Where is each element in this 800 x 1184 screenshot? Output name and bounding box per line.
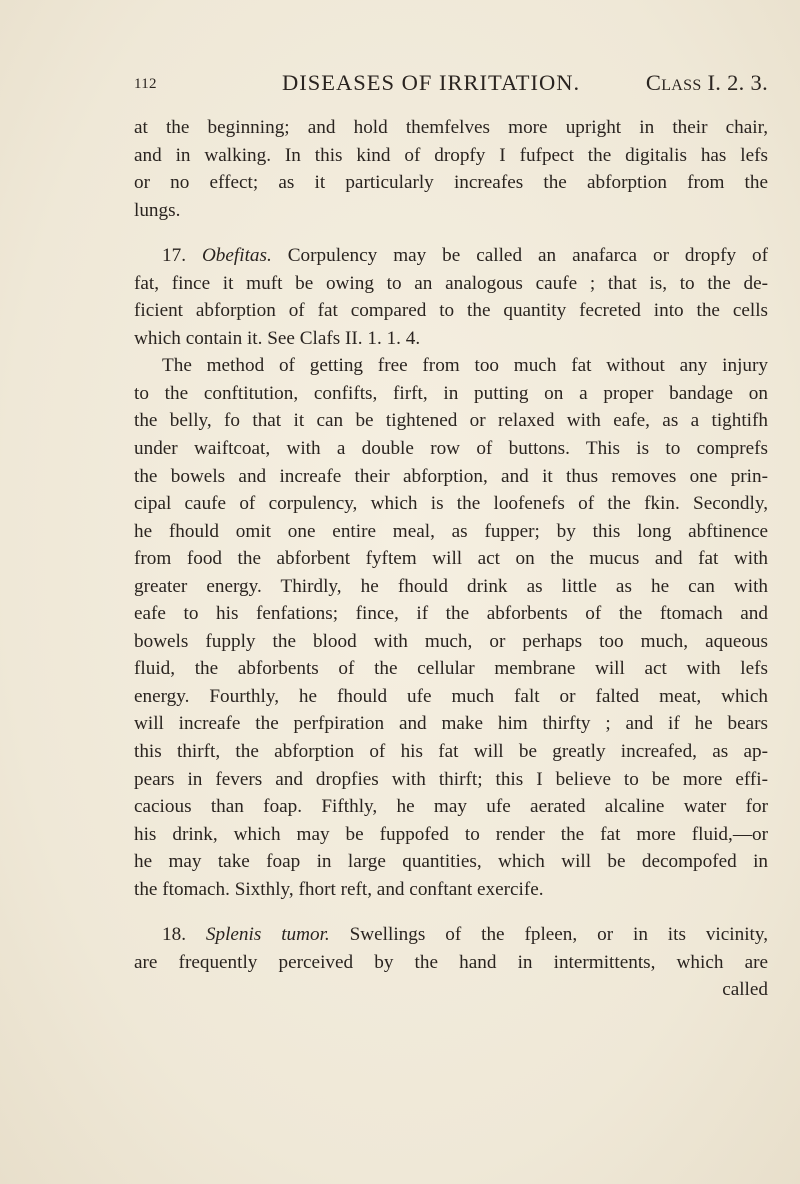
text-line: bowels fupply the blood with much, or perhaps too much, aqueous	[134, 630, 768, 652]
section-number: 18.	[162, 924, 186, 946]
page-number: 112	[134, 76, 157, 92]
text-line: cacious than foap. Fifthly, he may ufe aerated alcaline water for	[134, 796, 768, 818]
text-line: eafe to his fenfations; fince, if the abforbents of the ftomach and	[134, 603, 768, 625]
text-line: cipal caufe of corpulency, which is the loofenefs of the fkin. Secondly,	[134, 493, 768, 515]
text-line: are frequently perceived by the hand in intermittents, which are	[134, 951, 768, 973]
text-line	[134, 921, 768, 949]
text-line: at the beginning; and hold themfelves more upright in their chair,	[134, 117, 768, 138]
text-line: ficient abforption of fat compared to the quantity fecreted into the cells	[134, 300, 768, 322]
text-line: The method of getting free from too much fat without any injury	[162, 355, 768, 377]
running-header	[134, 70, 768, 104]
text-line: lungs.	[134, 199, 181, 221]
text-line	[134, 242, 768, 270]
catchword: called	[722, 979, 768, 1001]
section-text: Corpulency may be called an anafarca or dropfy of	[287, 245, 768, 267]
text-line: greater energy. Thirdly, he fhould drink as little as he can with	[134, 575, 768, 597]
text-line: from food the abforbent fyftem will act on the mucus and fat with	[134, 548, 768, 570]
text-line: will increafe the perfpiration and make him thirfty ; and if he bears	[134, 713, 768, 735]
text-line: and in walking. In this kind of dropfy I fufpect the digitalis has lefs	[134, 144, 768, 166]
page-body	[134, 114, 768, 1004]
section-number: 17.	[162, 245, 186, 267]
text-line: his drink, which may be fuppofed to render the fat more fluid,—or	[134, 823, 768, 845]
paragraph-method	[134, 352, 768, 903]
text-line: the belly, fo that it can be tightened or relaxed with eafe, as a tightifh	[134, 410, 768, 432]
text-line: fluid, the abforbents of the cellular membrane will act with lefs	[134, 658, 768, 680]
text-line: or no effect; as it particularly increafes the abforption from the	[134, 172, 768, 194]
text-line: the bowels and increafe their abforption, and it thus removes one prin-	[134, 465, 768, 487]
text-line: he fhould omit one entire meal, as fupper; by this long abftinence	[134, 520, 768, 542]
text-line: the ftomach. Sixthly, fhort reft, and conftant exercife.	[134, 878, 544, 900]
text-line: energy. Fourthly, he fhould ufe much falt or falted meat, which	[134, 685, 768, 707]
text-line: to the conftitution, confifts, firft, in putting on a proper bandage on	[134, 382, 768, 404]
section-18-splenis-tumor	[134, 921, 768, 1004]
text-line: fat, fince it muft be owing to an analogous caufe ; that is, to the de-	[134, 272, 768, 294]
section-text: Swellings of the fpleen, or in its vicinity,	[349, 924, 769, 946]
section-17-obesitas	[134, 242, 768, 352]
text-line: pears in fevers and dropfies with thirft; this I believe to be more effi-	[134, 768, 768, 790]
paragraph-continued	[134, 114, 768, 224]
text-line: under waiftcoat, with a double row of buttons. This is to comprefs	[134, 438, 768, 460]
section-heading: Obefitas.	[201, 245, 272, 267]
text-line: which contain it. See Clafs II. 1. 1. 4.	[134, 327, 421, 349]
section-heading: Splenis tumor.	[205, 924, 330, 946]
class-label: Class I. 2. 3.	[645, 70, 768, 95]
text-line: this thirft, the abforption of his fat will be greatly increafed, as ap-	[134, 741, 768, 763]
running-title: DISEASES OF IRRITATION.	[282, 70, 581, 95]
text-line: he may take foap in large quantities, which will be decompofed in	[134, 851, 768, 873]
